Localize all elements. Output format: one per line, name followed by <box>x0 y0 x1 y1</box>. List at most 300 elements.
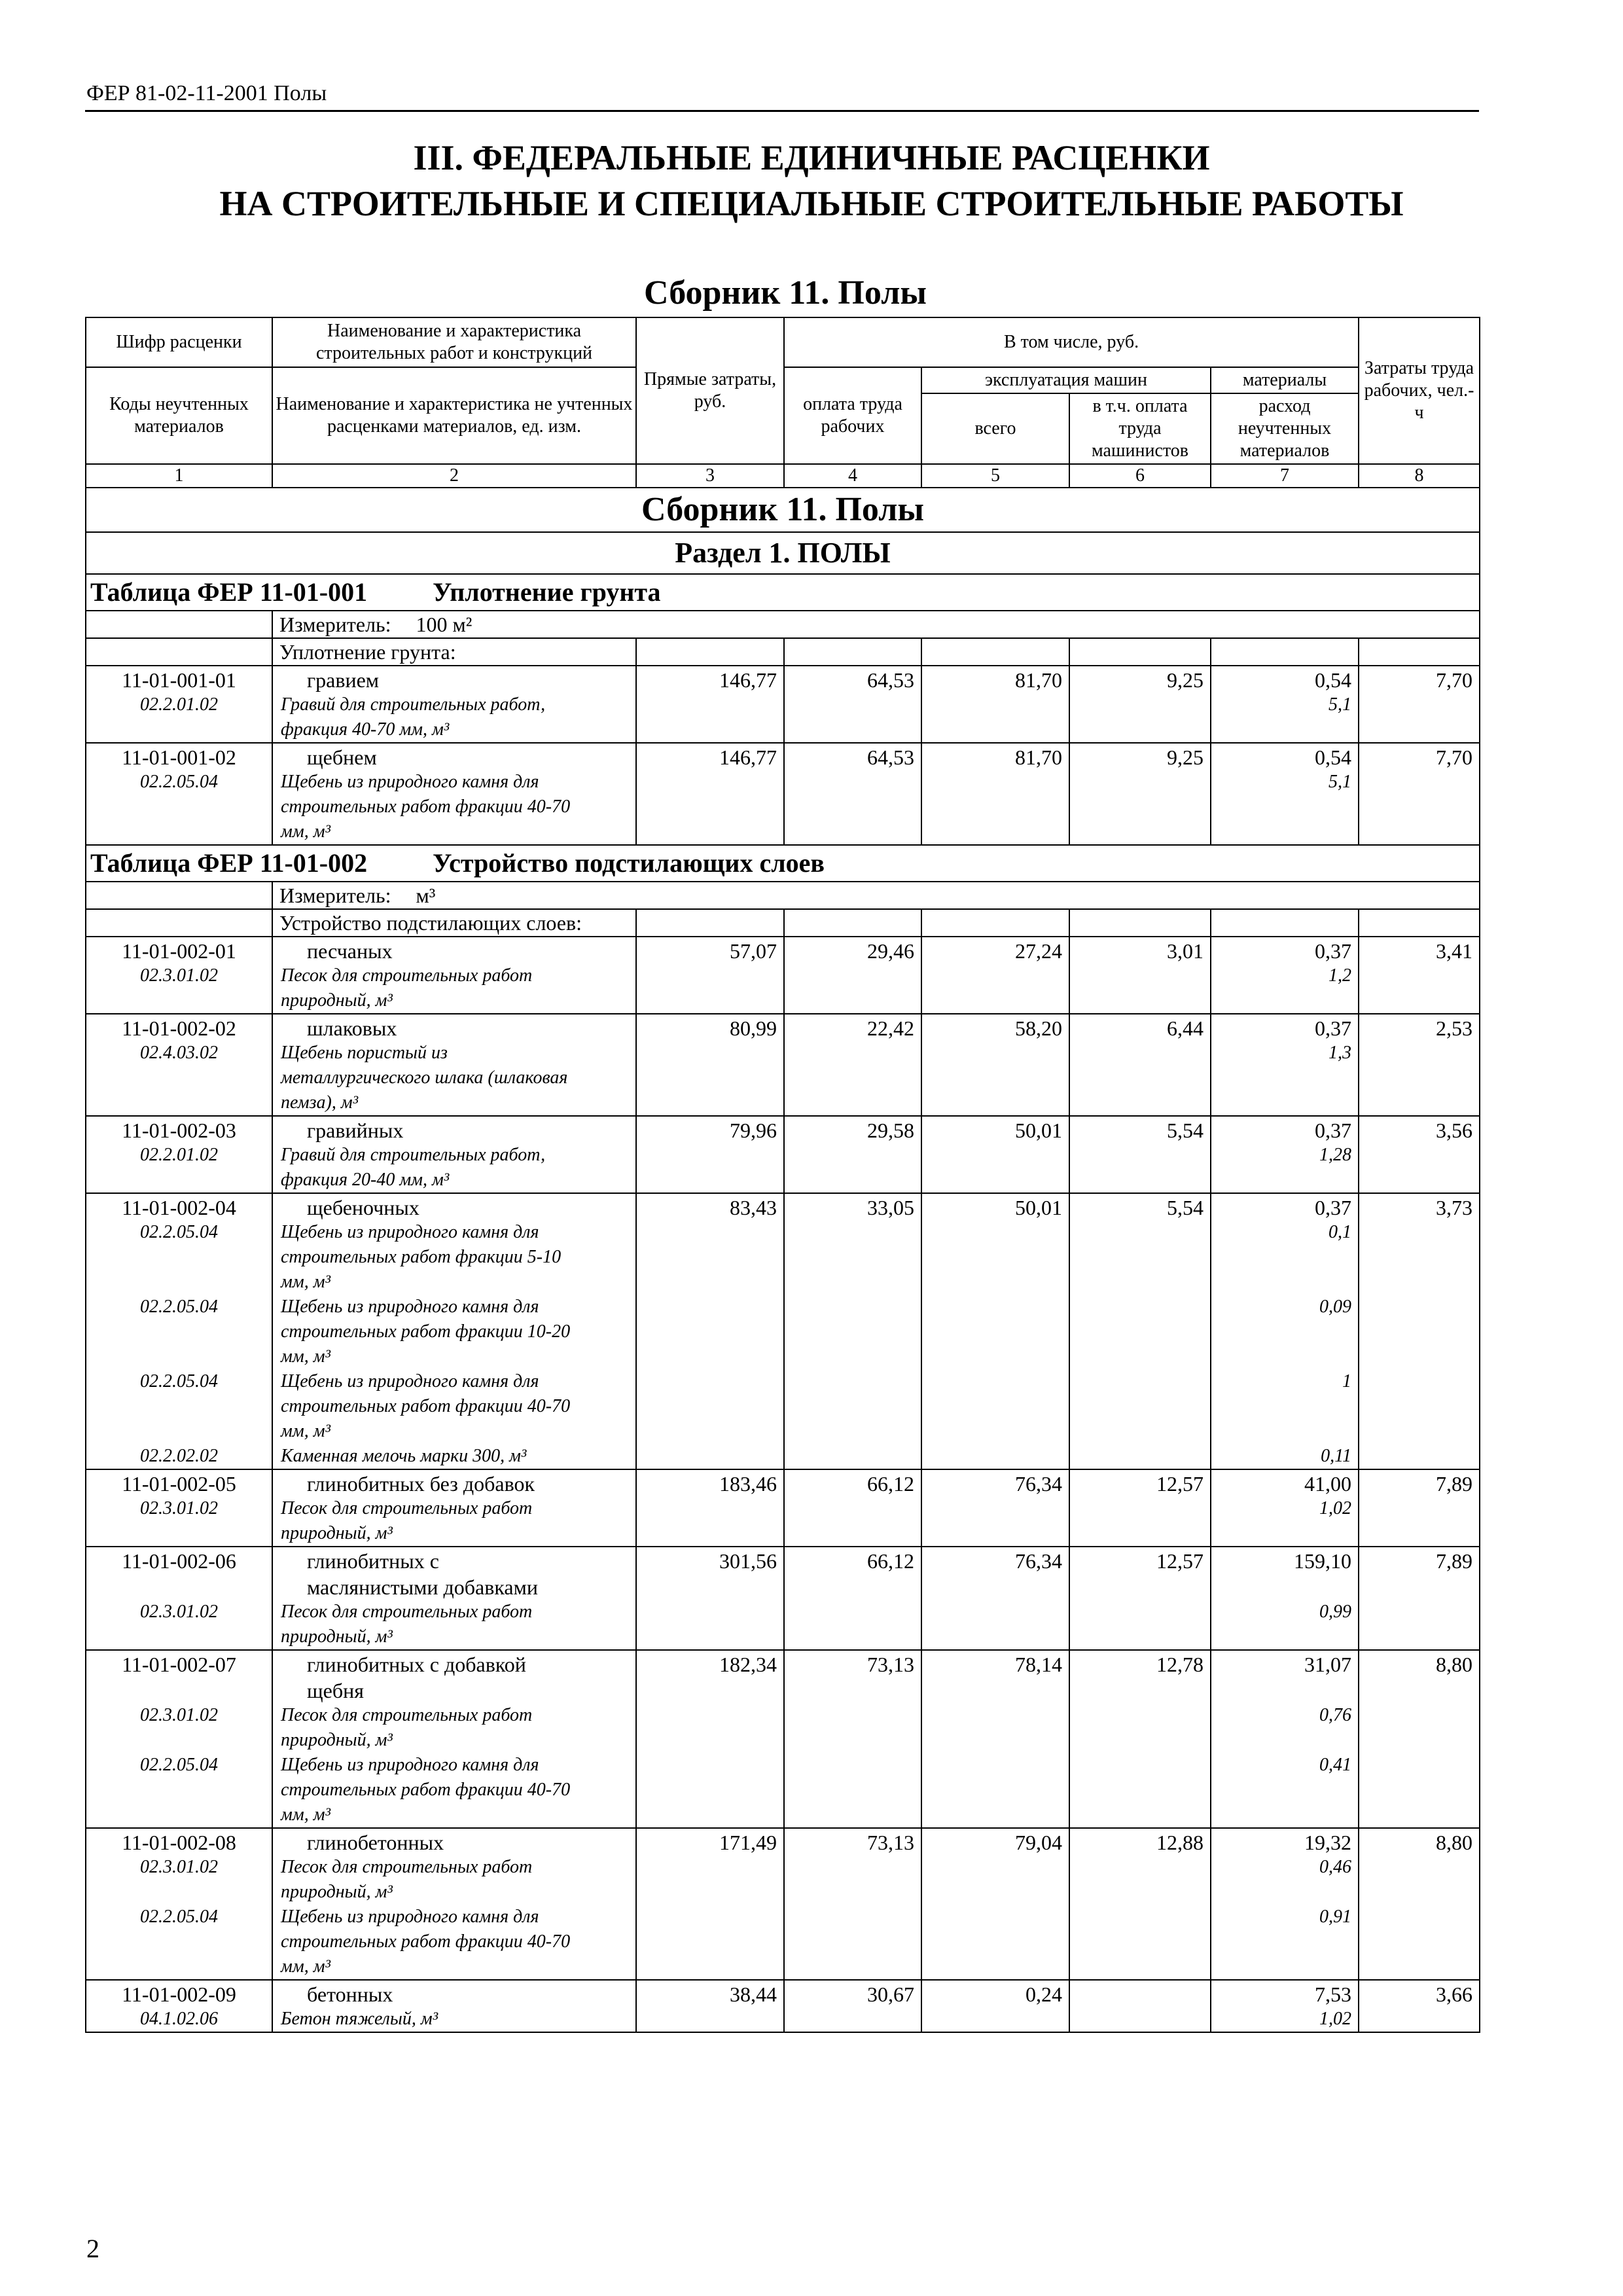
material-description: Щебень из природного камня для <box>272 1753 636 1778</box>
empty-cell <box>1359 1220 1480 1245</box>
empty-cell <box>921 1954 1069 1980</box>
empty-cell <box>1359 717 1480 743</box>
material-code <box>86 1319 272 1344</box>
empty-cell <box>921 1677 1069 1703</box>
material-code <box>86 717 272 743</box>
empty-cell <box>1069 1703 1211 1728</box>
empty-cell <box>921 1753 1069 1778</box>
empty-cell <box>636 1319 784 1344</box>
material-description: пемза), м³ <box>272 1090 636 1116</box>
empty-cell <box>86 1677 272 1703</box>
material-description: Песок для строительных работ <box>272 1600 636 1624</box>
machines-total: 27,24 <box>921 937 1069 963</box>
table-name: Уплотнение грунта <box>433 577 661 607</box>
material-description: металлургического шлака (шлаковая <box>272 1066 636 1090</box>
empty-cell <box>784 1624 921 1650</box>
material-description: Щебень из природного камня для <box>272 1295 636 1319</box>
empty-cell <box>1359 1778 1480 1803</box>
empty-cell <box>1211 638 1359 666</box>
empty-cell <box>1359 1143 1480 1168</box>
labor-hours: 7,70 <box>1359 666 1480 692</box>
empty-cell <box>921 988 1069 1014</box>
materials-cost: 0,37 <box>1211 1193 1359 1220</box>
empty-cell <box>636 1905 784 1929</box>
empty-cell <box>1069 1521 1211 1547</box>
material-row <box>86 1624 1480 1650</box>
empty-cell <box>636 692 784 717</box>
empty-cell <box>636 1753 784 1778</box>
empty-cell <box>1359 1419 1480 1444</box>
empty-cell <box>636 1855 784 1880</box>
work-group-title: Уплотнение грунта: <box>272 638 636 666</box>
labor-pay: 30,67 <box>784 1980 921 2007</box>
material-code: 02.2.02.02 <box>86 1444 272 1469</box>
empty-cell <box>1359 1369 1480 1394</box>
empty-cell <box>636 963 784 988</box>
empty-cell <box>1069 1143 1211 1168</box>
labor-hours: 8,80 <box>1359 1650 1480 1677</box>
empty-cell <box>921 819 1069 845</box>
materials-cost: 0,37 <box>1211 1014 1359 1041</box>
rate-name: щебеночных <box>272 1193 636 1220</box>
material-description: мм, м³ <box>272 819 636 845</box>
material-code: 02.4.03.02 <box>86 1041 272 1066</box>
material-code <box>86 1624 272 1650</box>
empty-cell <box>636 1394 784 1419</box>
rate-row <box>86 1828 1480 1855</box>
empty-cell <box>636 1143 784 1168</box>
empty-cell <box>636 1270 784 1295</box>
empty-cell <box>921 1295 1069 1319</box>
empty-cell <box>784 1677 921 1703</box>
material-description: фракция 40-70 мм, м³ <box>272 717 636 743</box>
rate-name: глинобетонных <box>272 1828 636 1855</box>
machines-labor: 9,25 <box>1069 743 1211 770</box>
empty-cell <box>921 2007 1069 2032</box>
machines-total: 58,20 <box>921 1014 1069 1041</box>
rate-row <box>86 1980 1480 2007</box>
empty-cell <box>1359 963 1480 988</box>
empty-cell <box>1359 1573 1480 1600</box>
material-description: природный, м³ <box>272 988 636 1014</box>
material-code <box>86 1419 272 1444</box>
empty-cell <box>1069 1929 1211 1954</box>
material-description: строительных работ фракции 40-70 <box>272 1394 636 1419</box>
hdr-num-8: 8 <box>1359 464 1480 488</box>
material-row <box>86 2007 1480 2032</box>
empty-cell <box>636 1444 784 1469</box>
hdr-material-names: Наименование и характеристика не учтенных расценками материалов, ед. изм. <box>272 367 636 464</box>
empty-cell <box>784 1728 921 1753</box>
empty-cell <box>784 1855 921 1880</box>
empty-cell <box>1069 692 1211 717</box>
empty-cell <box>1069 1270 1211 1295</box>
material-code <box>86 1394 272 1419</box>
material-code <box>86 1168 272 1193</box>
materials-cost: 7,53 <box>1211 1980 1359 2007</box>
material-description: строительных работ фракции 40-70 <box>272 1778 636 1803</box>
labor-pay: 33,05 <box>784 1193 921 1220</box>
materials-cost: 0,37 <box>1211 1116 1359 1143</box>
rate-code: 11-01-001-02 <box>86 743 272 770</box>
materials-cost: 0,37 <box>1211 937 1359 963</box>
rate-row <box>86 937 1480 963</box>
hdr-labor-pay: оплата труда рабочих <box>784 367 921 464</box>
rate-name: глинобитных с <box>272 1547 636 1573</box>
material-row <box>86 1803 1480 1828</box>
empty-cell <box>784 1295 921 1319</box>
material-quantity <box>1211 1954 1359 1980</box>
empty-cell <box>784 1753 921 1778</box>
material-row <box>86 1929 1480 1954</box>
material-row <box>86 1753 1480 1778</box>
empty-cell <box>921 1728 1069 1753</box>
machines-labor: 12,88 <box>1069 1828 1211 1855</box>
machines-labor: 12,57 <box>1069 1547 1211 1573</box>
hdr-num-2: 2 <box>272 464 636 488</box>
material-quantity <box>1211 1803 1359 1828</box>
material-quantity: 5,1 <box>1211 770 1359 795</box>
empty-cell <box>1069 795 1211 819</box>
machines-labor: 5,54 <box>1069 1193 1211 1220</box>
material-row <box>86 1168 1480 1193</box>
direct-costs: 146,77 <box>636 666 784 692</box>
rate-code: 11-01-002-03 <box>86 1116 272 1143</box>
empty-cell <box>636 1521 784 1547</box>
empty-cell <box>636 1041 784 1066</box>
empty-cell <box>784 1419 921 1444</box>
material-code: 02.3.01.02 <box>86 1855 272 1880</box>
empty-cell <box>921 1905 1069 1929</box>
material-code <box>86 1929 272 1954</box>
hdr-code: Шифр расценки <box>86 317 272 367</box>
empty-cell <box>636 1954 784 1980</box>
material-code <box>86 1245 272 1270</box>
empty-cell <box>784 1444 921 1469</box>
material-code: 02.3.01.02 <box>86 1496 272 1521</box>
material-description: строительных работ фракции 40-70 <box>272 1929 636 1954</box>
empty-cell <box>1359 1168 1480 1193</box>
labor-hours: 3,73 <box>1359 1193 1480 1220</box>
empty-cell <box>636 1369 784 1394</box>
measure-value: 100 м² <box>416 613 473 636</box>
labor-pay: 73,13 <box>784 1828 921 1855</box>
rate-row <box>86 1650 1480 1677</box>
empty-cell <box>784 1319 921 1344</box>
empty-cell <box>1069 1394 1211 1419</box>
empty-cell <box>636 1245 784 1270</box>
empty-cell <box>636 988 784 1014</box>
empty-cell <box>784 1954 921 1980</box>
empty-cell <box>636 1419 784 1444</box>
material-quantity: 1 <box>1211 1369 1359 1394</box>
machines-total: 50,01 <box>921 1193 1069 1220</box>
empty-cell <box>784 1600 921 1624</box>
measure-cell <box>272 882 1480 909</box>
material-code: 02.3.01.02 <box>86 1703 272 1728</box>
empty-cell <box>921 1703 1069 1728</box>
empty-cell <box>921 1090 1069 1116</box>
empty-cell <box>86 611 272 638</box>
rate-code: 11-01-002-04 <box>86 1193 272 1220</box>
material-code: 02.2.05.04 <box>86 1220 272 1245</box>
rates-body <box>86 488 1480 2032</box>
material-row <box>86 1880 1480 1905</box>
empty-cell <box>1069 1600 1211 1624</box>
material-quantity <box>1211 1066 1359 1090</box>
empty-cell <box>921 1041 1069 1066</box>
material-description: строительных работ фракции 5-10 <box>272 1245 636 1270</box>
page-number: 2 <box>86 2234 99 2263</box>
material-quantity: 1,02 <box>1211 2007 1359 2032</box>
material-quantity <box>1211 819 1359 845</box>
material-code <box>86 819 272 845</box>
material-row <box>86 795 1480 819</box>
materials-cost: 31,07 <box>1211 1650 1359 1677</box>
subsection-title: Раздел 1. ПОЛЫ <box>86 532 1480 574</box>
work-group-title: Устройство подстилающих слоев: <box>272 909 636 937</box>
measure-cell <box>272 611 1480 638</box>
empty-cell <box>636 770 784 795</box>
material-quantity: 0,76 <box>1211 1703 1359 1728</box>
material-row <box>86 1855 1480 1880</box>
document-title-line-2: НА СТРОИТЕЛЬНЫЕ И СПЕЦИАЛЬНЫЕ СТРОИТЕЛЬНЫЕ РАБОТЫ <box>219 184 1404 223</box>
empty-cell <box>921 1803 1069 1828</box>
material-description: Бетон тяжелый, м³ <box>272 2007 636 2032</box>
material-code: 02.3.01.02 <box>86 963 272 988</box>
machines-total: 81,70 <box>921 743 1069 770</box>
rate-code: 11-01-001-01 <box>86 666 272 692</box>
material-quantity: 0,09 <box>1211 1295 1359 1319</box>
direct-costs: 80,99 <box>636 1014 784 1041</box>
empty-cell <box>1359 638 1480 666</box>
empty-cell <box>1359 1954 1480 1980</box>
empty-cell <box>636 1344 784 1369</box>
material-description: Щебень из природного камня для <box>272 1369 636 1394</box>
material-description: мм, м³ <box>272 1803 636 1828</box>
machines-total: 50,01 <box>921 1116 1069 1143</box>
empty-cell <box>636 1624 784 1650</box>
material-code: 02.2.01.02 <box>86 1143 272 1168</box>
material-row <box>86 770 1480 795</box>
material-quantity: 0,46 <box>1211 1855 1359 1880</box>
rate-name: гравием <box>272 666 636 692</box>
rate-name: песчаных <box>272 937 636 963</box>
labor-pay: 22,42 <box>784 1014 921 1041</box>
labor-hours: 7,70 <box>1359 743 1480 770</box>
empty-cell <box>636 1090 784 1116</box>
material-description: Песок для строительных работ <box>272 1703 636 1728</box>
direct-costs: 38,44 <box>636 1980 784 2007</box>
hdr-num-3: 3 <box>636 464 784 488</box>
material-code <box>86 1954 272 1980</box>
material-row <box>86 1344 1480 1369</box>
material-quantity: 5,1 <box>1211 692 1359 717</box>
material-quantity <box>1211 988 1359 1014</box>
hdr-num-4: 4 <box>784 464 921 488</box>
materials-cost: 41,00 <box>1211 1469 1359 1496</box>
material-quantity <box>1211 1270 1359 1295</box>
materials-cost: 0,54 <box>1211 666 1359 692</box>
material-quantity: 0,41 <box>1211 1753 1359 1778</box>
machines-total: 76,34 <box>921 1547 1069 1573</box>
empty-cell <box>784 1066 921 1090</box>
empty-cell <box>921 1521 1069 1547</box>
rate-row-continuation <box>86 1573 1480 1600</box>
material-description: природный, м³ <box>272 1728 636 1753</box>
material-description: строительных работ фракции 40-70 <box>272 795 636 819</box>
empty-cell <box>636 909 784 937</box>
material-row <box>86 1905 1480 1929</box>
empty-cell <box>1069 1369 1211 1394</box>
empty-cell <box>636 1295 784 1319</box>
labor-hours: 8,80 <box>1359 1828 1480 1855</box>
empty-cell <box>784 1041 921 1066</box>
material-row <box>86 1496 1480 1521</box>
empty-cell <box>636 1168 784 1193</box>
material-description: Щебень пористый из <box>272 1041 636 1066</box>
empty-cell <box>1069 963 1211 988</box>
empty-cell <box>86 882 272 909</box>
material-quantity: 1,02 <box>1211 1496 1359 1521</box>
labor-pay: 64,53 <box>784 666 921 692</box>
empty-cell <box>784 1090 921 1116</box>
empty-cell <box>921 692 1069 717</box>
empty-cell <box>86 638 272 666</box>
empty-cell <box>921 963 1069 988</box>
material-quantity <box>1211 1929 1359 1954</box>
machines-labor: 6,44 <box>1069 1014 1211 1041</box>
material-row <box>86 1066 1480 1090</box>
rate-name: глинобитных без добавок <box>272 1469 636 1496</box>
material-quantity: 1,28 <box>1211 1143 1359 1168</box>
empty-cell <box>1359 1728 1480 1753</box>
material-row <box>86 1778 1480 1803</box>
direct-costs: 79,96 <box>636 1116 784 1143</box>
empty-cell <box>1069 819 1211 845</box>
empty-cell <box>1069 1855 1211 1880</box>
empty-cell <box>784 1905 921 1929</box>
material-row <box>86 1295 1480 1319</box>
empty-cell <box>921 1319 1069 1344</box>
rate-code: 11-01-002-02 <box>86 1014 272 1041</box>
rate-name: шлаковых <box>272 1014 636 1041</box>
empty-cell <box>1069 1090 1211 1116</box>
empty-cell <box>1359 1624 1480 1650</box>
material-description: Песок для строительных работ <box>272 963 636 988</box>
table-code: Таблица ФЕР 11-01-002 <box>90 848 368 878</box>
material-description: Гравий для строительных работ, <box>272 692 636 717</box>
empty-cell <box>1359 1929 1480 1954</box>
material-quantity: 0,1 <box>1211 1220 1359 1245</box>
material-row <box>86 988 1480 1014</box>
machines-labor: 9,25 <box>1069 666 1211 692</box>
empty-cell <box>921 1778 1069 1803</box>
machines-total: 78,14 <box>921 1650 1069 1677</box>
rate-code: 11-01-002-06 <box>86 1547 272 1573</box>
empty-cell <box>921 1270 1069 1295</box>
material-description: мм, м³ <box>272 1954 636 1980</box>
material-description: Щебень из природного камня для <box>272 770 636 795</box>
empty-cell <box>784 1929 921 1954</box>
subtitle-row <box>86 638 1480 666</box>
rate-name-continued: маслянистыми добавками <box>272 1573 636 1600</box>
empty-cell <box>784 795 921 819</box>
empty-cell <box>784 1344 921 1369</box>
empty-cell <box>1211 909 1359 937</box>
material-code <box>86 1728 272 1753</box>
empty-cell <box>1069 1066 1211 1090</box>
empty-cell <box>921 1929 1069 1954</box>
empty-cell <box>636 1600 784 1624</box>
material-row <box>86 1369 1480 1394</box>
empty-cell <box>1359 1600 1480 1624</box>
hdr-materials: материалы <box>1211 367 1359 393</box>
material-description: мм, м³ <box>272 1270 636 1295</box>
table-title-row <box>86 845 1480 882</box>
empty-cell <box>636 2007 784 2032</box>
empty-cell <box>636 1929 784 1954</box>
rate-code: 11-01-002-08 <box>86 1828 272 1855</box>
empty-cell <box>921 770 1069 795</box>
table-title-row <box>86 574 1480 611</box>
empty-cell <box>636 1677 784 1703</box>
material-row <box>86 1220 1480 1245</box>
material-quantity <box>1211 717 1359 743</box>
labor-hours: 7,89 <box>1359 1547 1480 1573</box>
empty-cell <box>1359 1521 1480 1547</box>
empty-cell <box>921 1880 1069 1905</box>
empty-cell <box>921 1168 1069 1193</box>
material-quantity <box>1211 1521 1359 1547</box>
empty-cell <box>636 819 784 845</box>
material-quantity: 0,91 <box>1211 1905 1359 1929</box>
empty-cell <box>921 1444 1069 1469</box>
empty-cell <box>636 638 784 666</box>
direct-costs: 146,77 <box>636 743 784 770</box>
empty-cell <box>636 795 784 819</box>
rate-row <box>86 1547 1480 1573</box>
empty-cell <box>921 1394 1069 1419</box>
material-row <box>86 1600 1480 1624</box>
labor-pay: 66,12 <box>784 1547 921 1573</box>
empty-cell <box>1069 1444 1211 1469</box>
subtitle-row <box>86 909 1480 937</box>
empty-cell <box>784 988 921 1014</box>
material-row <box>86 1444 1480 1469</box>
empty-cell <box>1069 909 1211 937</box>
empty-cell <box>921 1220 1069 1245</box>
labor-hours: 3,66 <box>1359 1980 1480 2007</box>
empty-cell <box>784 1573 921 1600</box>
empty-cell <box>636 1880 784 1905</box>
empty-cell <box>784 909 921 937</box>
material-row <box>86 1270 1480 1295</box>
direct-costs: 301,56 <box>636 1547 784 1573</box>
empty-cell <box>636 1066 784 1090</box>
empty-cell <box>1359 795 1480 819</box>
direct-costs: 83,43 <box>636 1193 784 1220</box>
empty-cell <box>921 1600 1069 1624</box>
material-row <box>86 717 1480 743</box>
empty-cell <box>1359 1090 1480 1116</box>
empty-cell <box>1359 1270 1480 1295</box>
material-description: мм, м³ <box>272 1344 636 1369</box>
empty-cell <box>784 1220 921 1245</box>
material-code <box>86 795 272 819</box>
empty-cell <box>1359 1855 1480 1880</box>
empty-cell <box>784 1270 921 1295</box>
